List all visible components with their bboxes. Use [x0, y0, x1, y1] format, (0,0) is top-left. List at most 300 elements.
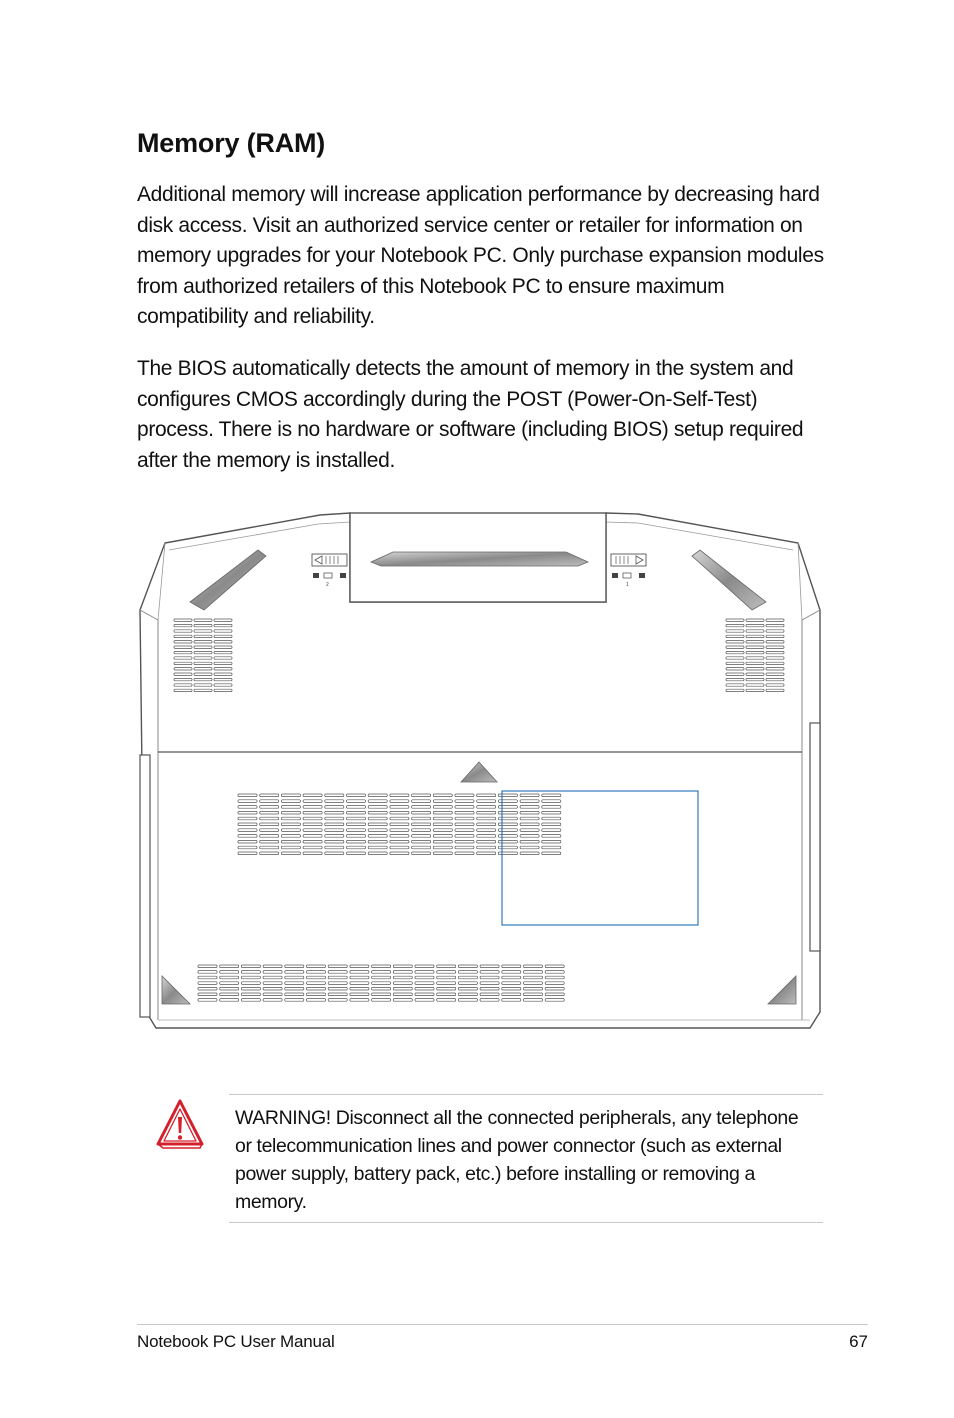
- vent-slot: [238, 806, 257, 809]
- vent-slot: [220, 971, 239, 974]
- vent-slot: [524, 971, 543, 974]
- vent-slot: [303, 811, 322, 814]
- vent-slot: [325, 811, 344, 814]
- vent-slot: [520, 794, 539, 797]
- warning-text: WARNING! Disconnect all the connected peripherals, any telephone or telecommunication lines and power connector (such as external power supply, battery pack, etc.) before installing or removing a memory.: [235, 1107, 799, 1213]
- vent-slot: [520, 835, 539, 838]
- vent-slot: [545, 987, 564, 990]
- vent-slot: [390, 846, 409, 849]
- vent-slot: [393, 982, 412, 985]
- vent-slot: [194, 678, 212, 680]
- notebook-bottom-diagram: [138, 510, 824, 1035]
- vent-slot: [766, 635, 784, 637]
- vent-slot: [477, 846, 496, 849]
- vent-slot: [480, 965, 499, 968]
- vent-slot: [303, 823, 322, 826]
- vent-slot: [174, 624, 192, 626]
- vent-slot: [260, 811, 279, 814]
- vent-slot: [412, 811, 431, 814]
- vent-slot: [372, 965, 391, 968]
- vent-slot: [328, 971, 347, 974]
- vent-slot: [174, 684, 192, 686]
- vent-slot: [241, 965, 260, 968]
- vent-slot: [524, 993, 543, 996]
- vent-slot: [415, 971, 434, 974]
- vent-slot: [328, 987, 347, 990]
- vent-slot: [303, 829, 322, 832]
- vent-slot: [214, 619, 232, 621]
- vent-slot: [303, 846, 322, 849]
- vent-slot: [542, 835, 561, 838]
- vent-slot: [437, 993, 456, 996]
- vent-slot: [455, 806, 474, 809]
- vent-slot: [412, 840, 431, 843]
- vent-slot: [726, 641, 744, 643]
- vent-slot: [726, 689, 744, 691]
- vent-slot: [281, 852, 300, 855]
- vent-slot: [350, 976, 369, 979]
- vent-slot: [433, 817, 452, 820]
- vent-slot: [524, 976, 543, 979]
- vent-slot: [260, 852, 279, 855]
- vent-slot: [260, 846, 279, 849]
- vent-slot: [542, 800, 561, 803]
- vent-slot: [347, 794, 366, 797]
- vent-slot: [390, 840, 409, 843]
- vent-slot: [542, 840, 561, 843]
- vent-slot: [174, 689, 192, 691]
- vent-slot: [328, 993, 347, 996]
- vent-slot: [174, 619, 192, 621]
- vent-slot: [746, 684, 764, 686]
- vent-slot: [260, 817, 279, 820]
- vent-slot: [415, 987, 434, 990]
- vent-slot: [214, 689, 232, 691]
- vent-slot: [766, 689, 784, 691]
- vent-slot: [214, 624, 232, 626]
- vent-slot: [458, 982, 477, 985]
- vent-slot: [350, 987, 369, 990]
- vent-slot: [281, 800, 300, 803]
- vent-slot: [477, 794, 496, 797]
- vent-slot: [281, 846, 300, 849]
- vent-slot: [726, 630, 744, 632]
- vent-slot: [347, 835, 366, 838]
- vent-slot: [285, 976, 304, 979]
- vent-slot: [520, 840, 539, 843]
- vent-slot: [412, 823, 431, 826]
- vent-slot: [263, 999, 282, 1002]
- vent-slot: [174, 646, 192, 648]
- vent-slot: [303, 835, 322, 838]
- vent-slot: [746, 635, 764, 637]
- vent-slot: [194, 673, 212, 675]
- vent-slot: [766, 657, 784, 659]
- vent-slot: [433, 846, 452, 849]
- left-side-tab: [140, 755, 150, 1017]
- vent-slot: [542, 829, 561, 832]
- vent-slot: [285, 987, 304, 990]
- vent-slot: [415, 965, 434, 968]
- vent-slot: [390, 811, 409, 814]
- vent-slot: [307, 987, 326, 990]
- vent-slot: [325, 800, 344, 803]
- vent-slot: [347, 811, 366, 814]
- vent-slot: [455, 835, 474, 838]
- vent-slot: [263, 982, 282, 985]
- vent-slot: [174, 635, 192, 637]
- vent-slot: [455, 840, 474, 843]
- vent-slot: [458, 993, 477, 996]
- vent-slot: [307, 982, 326, 985]
- vent-slot: [502, 965, 521, 968]
- vent-slot: [433, 823, 452, 826]
- vent-slot: [194, 651, 212, 653]
- vent-slot: [350, 993, 369, 996]
- vent-slot: [524, 965, 543, 968]
- vent-slot: [766, 662, 784, 664]
- vent-slot: [307, 976, 326, 979]
- svg-text:1: 1: [626, 582, 629, 588]
- footer-rule: [137, 1324, 868, 1325]
- vent-slot: [194, 641, 212, 643]
- vent-slot: [368, 800, 387, 803]
- vent-slot: [260, 823, 279, 826]
- intro-paragraph: Additional memory will increase application performance by decreasing hard disk access. Visit an authorized service center or retailer for information on memory upgrades for your Notebook PC. Only purchase expansion modules from authorized retailers of this Notebook PC to ensure maximum compatibility and reliability.: [137, 183, 824, 329]
- vent-slot: [502, 987, 521, 990]
- vent-slot: [220, 965, 239, 968]
- vent-slot: [480, 976, 499, 979]
- vent-slot: [498, 846, 517, 849]
- vent-slot: [766, 619, 784, 621]
- vent-slot: [368, 794, 387, 797]
- battery-grip: [371, 552, 588, 566]
- vent-slot: [241, 971, 260, 974]
- vent-slot: [477, 852, 496, 855]
- vent-slot: [220, 987, 239, 990]
- vent-slot: [455, 852, 474, 855]
- vent-slot: [542, 794, 561, 797]
- vent-slot: [347, 823, 366, 826]
- vent-slot: [347, 817, 366, 820]
- vent-slot: [477, 829, 496, 832]
- vent-slot: [238, 823, 257, 826]
- vent-slot: [766, 630, 784, 632]
- vent-slot: [415, 999, 434, 1002]
- vent-slot: [350, 982, 369, 985]
- vent-slot: [238, 829, 257, 832]
- vent-slot: [194, 624, 212, 626]
- vent-slot: [238, 800, 257, 803]
- vent-slot: [746, 651, 764, 653]
- vent-slot: [241, 987, 260, 990]
- vent-slot: [241, 999, 260, 1002]
- vent-slot: [260, 806, 279, 809]
- vent-slot: [325, 846, 344, 849]
- vent-slot: [520, 817, 539, 820]
- vent-slot: [726, 684, 744, 686]
- vent-slot: [390, 852, 409, 855]
- vent-slot: [174, 668, 192, 670]
- vent-slot: [502, 982, 521, 985]
- vent-slot: [726, 646, 744, 648]
- vent-slot: [194, 635, 212, 637]
- vent-slot: [498, 806, 517, 809]
- vent-slot: [746, 668, 764, 670]
- vent-slot: [746, 689, 764, 691]
- vent-slot: [498, 852, 517, 855]
- vent-slot: [372, 987, 391, 990]
- vent-slot: [502, 993, 521, 996]
- vent-slot: [455, 800, 474, 803]
- vent-slot: [214, 684, 232, 686]
- vent-slot: [433, 829, 452, 832]
- vent-slot: [766, 678, 784, 680]
- vent-slot: [437, 976, 456, 979]
- vent-slot: [368, 806, 387, 809]
- vent-slot: [174, 657, 192, 659]
- vent-slot: [325, 829, 344, 832]
- vent-slot: [415, 976, 434, 979]
- vent-slot: [390, 817, 409, 820]
- vent-slot: [174, 630, 192, 632]
- vent-slot: [545, 971, 564, 974]
- vent-slot: [368, 817, 387, 820]
- vent-slot: [458, 999, 477, 1002]
- vent-slot: [542, 811, 561, 814]
- vent-slot: [433, 794, 452, 797]
- vent-slot: [480, 993, 499, 996]
- vent-slot: [325, 840, 344, 843]
- vent-slot: [433, 800, 452, 803]
- warning-bottom-rule: [229, 1222, 823, 1223]
- vent-slot: [726, 678, 744, 680]
- vent-slot: [194, 630, 212, 632]
- vent-slot: [545, 976, 564, 979]
- vent-slot: [241, 993, 260, 996]
- vent-slot: [285, 982, 304, 985]
- vent-slot: [325, 817, 344, 820]
- vent-slot: [477, 800, 496, 803]
- vent-slot: [480, 982, 499, 985]
- vent-slot: [303, 794, 322, 797]
- vent-slot: [260, 829, 279, 832]
- vent-slot: [214, 641, 232, 643]
- vent-slot: [263, 976, 282, 979]
- vent-slot: [285, 999, 304, 1002]
- right-side-tab: [810, 723, 820, 951]
- vent-slot: [281, 840, 300, 843]
- vent-slot: [281, 794, 300, 797]
- vent-slot: [480, 999, 499, 1002]
- vent-slot: [372, 999, 391, 1002]
- vent-slot: [726, 651, 744, 653]
- vent-slot: [524, 999, 543, 1002]
- vent-slot: [726, 668, 744, 670]
- vent-slot: [194, 668, 212, 670]
- vent-slot: [520, 800, 539, 803]
- vent-slot: [390, 806, 409, 809]
- svg-text:2: 2: [326, 582, 329, 588]
- vent-slot: [198, 982, 217, 985]
- vent-slot: [455, 811, 474, 814]
- vent-slot: [390, 829, 409, 832]
- vent-slot: [263, 971, 282, 974]
- vent-slot: [437, 999, 456, 1002]
- vent-slot: [433, 840, 452, 843]
- vent-slot: [458, 965, 477, 968]
- vent-slot: [325, 806, 344, 809]
- vent-slot: [746, 624, 764, 626]
- vent-slot: [325, 835, 344, 838]
- vent-slot: [194, 646, 212, 648]
- vent-slot: [746, 673, 764, 675]
- vent-slot: [542, 823, 561, 826]
- vent-slot: [174, 678, 192, 680]
- vent-slot: [285, 971, 304, 974]
- vent-slot: [455, 817, 474, 820]
- vent-slot: [455, 794, 474, 797]
- vent-slot: [520, 852, 539, 855]
- vent-slot: [542, 846, 561, 849]
- vent-slot: [766, 641, 784, 643]
- vent-slot: [220, 999, 239, 1002]
- vent-slot: [214, 678, 232, 680]
- vent-slot: [520, 811, 539, 814]
- vent-slot: [328, 999, 347, 1002]
- vent-slot: [368, 829, 387, 832]
- vent-slot: [325, 794, 344, 797]
- vent-slot: [746, 630, 764, 632]
- vent-slot: [194, 684, 212, 686]
- vent-slot: [260, 794, 279, 797]
- vent-slot: [328, 965, 347, 968]
- vent-slot: [347, 846, 366, 849]
- vent-slot: [393, 987, 412, 990]
- warning-top-rule: [229, 1094, 823, 1095]
- vent-slot: [281, 806, 300, 809]
- vent-slot: [746, 646, 764, 648]
- vent-slot: [281, 817, 300, 820]
- vent-slot: [372, 976, 391, 979]
- vent-slot: [303, 840, 322, 843]
- vent-slot: [458, 976, 477, 979]
- vent-slot: [498, 829, 517, 832]
- vent-slot: [263, 993, 282, 996]
- vent-slot: [545, 982, 564, 985]
- vent-slot: [263, 987, 282, 990]
- vent-slot: [307, 971, 326, 974]
- vent-slot: [214, 673, 232, 675]
- vent-slot: [260, 800, 279, 803]
- vent-slot: [746, 619, 764, 621]
- vent-slot: [520, 823, 539, 826]
- vent-slot: [238, 811, 257, 814]
- vent-slot: [437, 965, 456, 968]
- vent-slot: [477, 806, 496, 809]
- vent-slot: [214, 651, 232, 653]
- vent-slot: [437, 987, 456, 990]
- vent-slot: [412, 794, 431, 797]
- vent-slot: [726, 657, 744, 659]
- footer-manual-title: Notebook PC User Manual: [137, 1332, 335, 1351]
- vent-slot: [542, 806, 561, 809]
- vent-slot: [746, 657, 764, 659]
- vent-slot: [545, 965, 564, 968]
- vent-slot: [198, 976, 217, 979]
- vent-slot: [198, 999, 217, 1002]
- vent-slot: [393, 971, 412, 974]
- bios-paragraph: The BIOS automatically detects the amount of memory in the system and configures CMOS accordingly during the POST (Power-On-Self-Test) process. There is no hardware or software (including BIOS) setup required after the memory is installed.: [137, 357, 804, 472]
- vent-slot: [307, 999, 326, 1002]
- vent-slot: [347, 840, 366, 843]
- vent-slot: [303, 817, 322, 820]
- vent-slot: [198, 987, 217, 990]
- vent-slot: [214, 630, 232, 632]
- vent-slot: [214, 657, 232, 659]
- page-title: Memory (RAM): [137, 128, 326, 158]
- vent-slot: [347, 806, 366, 809]
- vent-slot: [524, 987, 543, 990]
- vent-slot: [194, 619, 212, 621]
- vent-slot: [746, 662, 764, 664]
- vent-slot: [458, 971, 477, 974]
- vent-slot: [393, 965, 412, 968]
- vent-slot: [502, 999, 521, 1002]
- vent-slot: [412, 806, 431, 809]
- vent-slot: [372, 971, 391, 974]
- vent-slot: [545, 993, 564, 996]
- vent-slot: [325, 823, 344, 826]
- vent-slot: [238, 852, 257, 855]
- notebook-bottom-illustration: [138, 510, 824, 1035]
- vent-slot: [524, 982, 543, 985]
- vent-slot: [350, 999, 369, 1002]
- vent-slot: [433, 806, 452, 809]
- vent-slot: [746, 641, 764, 643]
- vent-slot: [433, 852, 452, 855]
- vent-slot: [455, 823, 474, 826]
- page-number: 67: [849, 1332, 868, 1351]
- vent-slot: [390, 800, 409, 803]
- vent-slot: [412, 852, 431, 855]
- vent-slot: [347, 800, 366, 803]
- vent-slot: [214, 662, 232, 664]
- vent-slot: [726, 635, 744, 637]
- vent-slot: [498, 835, 517, 838]
- vent-slot: [477, 835, 496, 838]
- vent-slot: [328, 982, 347, 985]
- vent-slot: [328, 976, 347, 979]
- vent-slot: [390, 823, 409, 826]
- vent-slot: [393, 993, 412, 996]
- vent-slot: [194, 662, 212, 664]
- vent-slot: [726, 619, 744, 621]
- vent-slot: [220, 993, 239, 996]
- vent-slot: [281, 823, 300, 826]
- vent-slot: [545, 999, 564, 1002]
- vent-slot: [307, 965, 326, 968]
- vent-slot: [390, 794, 409, 797]
- vent-slot: [238, 835, 257, 838]
- vent-slot: [542, 852, 561, 855]
- vent-slot: [368, 811, 387, 814]
- vent-slot: [281, 811, 300, 814]
- vent-slot: [542, 817, 561, 820]
- vent-slot: [498, 800, 517, 803]
- vent-slot: [238, 794, 257, 797]
- vent-slot: [766, 668, 784, 670]
